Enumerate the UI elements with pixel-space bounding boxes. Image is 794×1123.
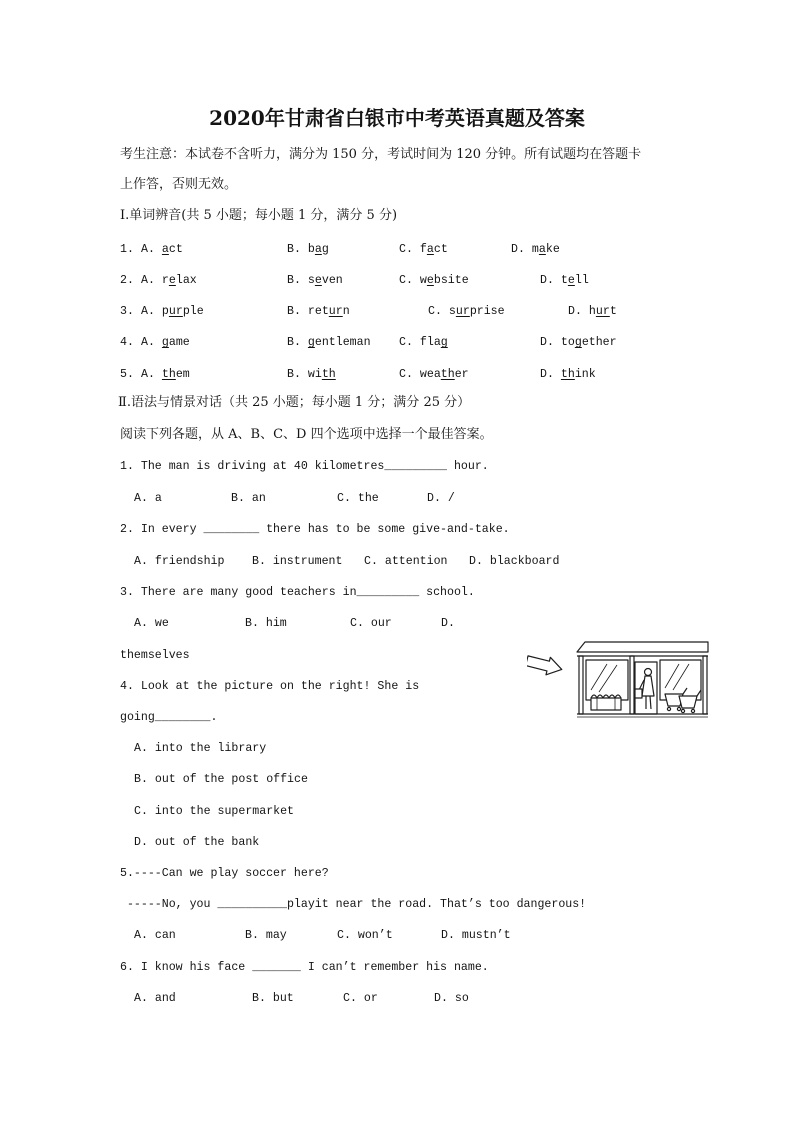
word-post: em xyxy=(175,368,190,381)
underlined-letters: e xyxy=(567,274,575,287)
option-b xyxy=(287,242,329,258)
option-b xyxy=(287,304,350,320)
item-number: 5. xyxy=(120,368,134,381)
option-c: C. attention xyxy=(364,555,448,568)
word-pre: m xyxy=(531,243,539,256)
option-label: C. xyxy=(399,336,413,349)
head xyxy=(645,669,652,676)
option-b xyxy=(287,367,336,383)
option-a xyxy=(141,242,183,258)
section2-heading: Ⅱ.语法与情景对话（共 25 小题；每小题 1 分；满分 25 分） xyxy=(118,395,471,410)
option-label: B. xyxy=(287,305,301,318)
underlined-letters: a xyxy=(426,243,434,256)
option-label: B. xyxy=(287,274,301,287)
pillar-left xyxy=(579,656,583,714)
question-stem-line-1: 5.----Can we play soccer here? xyxy=(120,867,329,880)
word-pre: t xyxy=(560,274,568,287)
option-a: A. and xyxy=(134,992,176,1005)
option-d: D. so xyxy=(434,992,469,1005)
option-d: D. xyxy=(441,617,455,630)
underlined-letters: ur xyxy=(595,305,610,318)
option-a: A. into the library xyxy=(134,742,267,755)
option-d: D. mustn’t xyxy=(441,929,511,942)
underlined-letters: th xyxy=(161,368,176,381)
option-label: C. xyxy=(428,305,442,318)
underlined-letters: a xyxy=(314,243,322,256)
cart-wheel xyxy=(681,709,684,712)
option-b: B. may xyxy=(245,929,287,942)
word-post: er xyxy=(454,368,469,381)
item-number: 2. xyxy=(120,274,134,287)
word xyxy=(308,243,329,256)
option-c: C. the xyxy=(337,492,379,505)
arrow-icon xyxy=(527,652,564,678)
shopping-cart xyxy=(679,690,701,713)
option-c xyxy=(399,335,448,351)
word xyxy=(308,305,350,318)
underlined-letters: th xyxy=(321,368,336,381)
word-pre: r xyxy=(161,274,169,287)
woman-figure xyxy=(635,669,654,710)
word xyxy=(449,305,505,318)
option-label: C. xyxy=(399,243,413,256)
option-a: A. friendship xyxy=(134,555,225,568)
option-d-continuation: themselves xyxy=(120,649,190,662)
word-post: ven xyxy=(321,274,343,287)
option-label: D. xyxy=(540,336,554,349)
option-label: D. xyxy=(540,274,554,287)
word xyxy=(162,336,190,349)
page-title: 2020年甘肃省白银市中考英语真题及答案 xyxy=(209,106,585,130)
word xyxy=(420,336,448,349)
underlined-letters: th xyxy=(440,368,455,381)
option-b: B. him xyxy=(245,617,287,630)
word-pre: wi xyxy=(307,368,322,381)
pillar-middle xyxy=(630,656,634,714)
word-pre: w xyxy=(419,274,427,287)
word-post: ether xyxy=(581,336,617,349)
roof xyxy=(577,642,708,652)
word-post: ple xyxy=(182,305,204,318)
word-post: ll xyxy=(574,274,589,287)
word xyxy=(589,305,617,318)
item-number: 4. xyxy=(120,336,134,349)
question-stem-line-2: -----No, you __________playit near the road. That’s too dangerous! xyxy=(120,898,587,911)
word xyxy=(308,274,343,287)
window-reflection xyxy=(591,664,607,690)
question-stem: 1. The man is driving at 40 kilometres_________ hour. xyxy=(120,460,489,473)
leg xyxy=(650,696,651,709)
option-c xyxy=(399,273,469,289)
notice-line-1: 考生注意：本试卷不含听力，满分为 150 分，考试时间为 120 分钟。所有试题均在答题卡 xyxy=(120,147,642,162)
word-post: n xyxy=(342,305,350,318)
word xyxy=(162,243,183,256)
option-d: D. blackboard xyxy=(469,555,560,568)
option-label: B. xyxy=(287,243,301,256)
question-stem: 3. There are many good teachers in_________ school. xyxy=(120,586,475,599)
option-d: D. out of the bank xyxy=(134,836,260,849)
window-reflection xyxy=(599,665,617,692)
option-b: B. instrument xyxy=(252,555,343,568)
option-d xyxy=(540,367,596,383)
option-label: A. xyxy=(141,243,155,256)
option-label: D. xyxy=(511,243,525,256)
underlined-letters: a xyxy=(538,243,546,256)
word xyxy=(420,368,469,381)
option-label: A. xyxy=(141,274,155,287)
option-d xyxy=(540,335,617,351)
word-post: ame xyxy=(168,336,190,349)
doorway xyxy=(635,662,657,714)
option-label: C. xyxy=(399,368,413,381)
option-d xyxy=(540,273,589,289)
underlined-letters: e xyxy=(314,274,322,287)
option-label: B. xyxy=(287,336,301,349)
word-pre: p xyxy=(161,305,169,318)
option-d xyxy=(568,304,617,320)
underlined-letters: ur xyxy=(328,305,343,318)
shop-picture xyxy=(527,638,709,720)
word-pre: s xyxy=(307,274,315,287)
body xyxy=(642,676,654,696)
word-post: ct xyxy=(168,243,183,256)
word xyxy=(162,274,197,287)
option-label: B. xyxy=(287,368,301,381)
option-b: B. but xyxy=(252,992,294,1005)
word-pre: wea xyxy=(419,368,441,381)
option-a xyxy=(141,335,190,351)
word xyxy=(162,305,204,318)
option-c: C. our xyxy=(350,617,392,630)
notice-line-2: 上作答，否则无效。 xyxy=(120,177,238,192)
left-window xyxy=(586,660,628,710)
underlined-letters: a xyxy=(161,243,169,256)
word-pre: ret xyxy=(307,305,329,318)
option-c: C. into the supermarket xyxy=(134,805,295,818)
question-stem-line-2: going________. xyxy=(120,711,218,724)
option-b: B. out of the post office xyxy=(134,773,308,786)
word-pre: h xyxy=(588,305,596,318)
question-stem-line-1: 4. Look at the picture on the right! She is xyxy=(120,680,420,693)
option-label: A. xyxy=(141,368,155,381)
word-post: lax xyxy=(175,274,197,287)
word-post: bsite xyxy=(433,274,469,287)
option-b: B. an xyxy=(231,492,266,505)
option-a xyxy=(141,367,190,383)
item-number: 1. xyxy=(120,243,134,256)
section2-instruction: 阅读下列各题，从 A、B、C、D 四个选项中选择一个最佳答案。 xyxy=(120,427,493,442)
cart-handle xyxy=(683,688,687,694)
word xyxy=(420,243,448,256)
cart-wheel xyxy=(691,709,694,712)
word xyxy=(561,274,589,287)
word xyxy=(561,368,596,381)
word-post: prise xyxy=(469,305,505,318)
item-number: 3. xyxy=(120,305,134,318)
shopping-bag xyxy=(635,689,642,698)
option-a: A. we xyxy=(134,617,169,630)
cart-wheel xyxy=(677,707,680,710)
cart-basket xyxy=(679,696,697,708)
option-d: D. / xyxy=(427,492,455,505)
option-a xyxy=(141,304,204,320)
window-reflection xyxy=(673,664,689,690)
cart-wheel xyxy=(667,707,670,710)
option-c: C. or xyxy=(343,992,378,1005)
option-a xyxy=(141,273,197,289)
word-post: g xyxy=(321,243,329,256)
option-label: A. xyxy=(141,336,155,349)
option-c xyxy=(428,304,505,320)
right-window xyxy=(660,660,701,713)
question-stem: 2. In every ________ there has to be some give-and-take. xyxy=(120,523,510,536)
option-label: A. xyxy=(141,305,155,318)
underlined-letters: g xyxy=(574,336,582,349)
underlined-letters: e xyxy=(168,274,176,287)
word-post: ct xyxy=(433,243,448,256)
option-d xyxy=(511,242,560,258)
word xyxy=(561,336,617,349)
option-a: A. can xyxy=(134,929,176,942)
option-label: C. xyxy=(399,274,413,287)
word-post: entleman xyxy=(314,336,371,349)
underlined-letters: g xyxy=(440,336,448,349)
word xyxy=(532,243,560,256)
arrow-shape xyxy=(527,652,564,678)
produce-box xyxy=(591,698,621,710)
option-label: D. xyxy=(540,368,554,381)
word-pre: f xyxy=(419,243,427,256)
option-c: C. won’t xyxy=(337,929,393,942)
underlined-letters: th xyxy=(560,368,575,381)
underlined-letters: g xyxy=(161,336,169,349)
section1-heading: I.单词辨音(共 5 小题；每小题 1 分，满分 5 分) xyxy=(120,208,398,223)
underlined-letters: ur xyxy=(168,305,183,318)
word-pre: fla xyxy=(419,336,441,349)
option-b xyxy=(287,273,343,289)
word xyxy=(420,274,469,287)
option-b xyxy=(287,335,371,351)
option-c xyxy=(399,367,469,383)
word-post: t xyxy=(609,305,617,318)
option-label: D. xyxy=(568,305,582,318)
word-post: ink xyxy=(574,368,596,381)
pillar-right xyxy=(703,656,707,714)
question-stem: 6. I know his face _______ I can’t remember his name. xyxy=(120,961,489,974)
word-pre: b xyxy=(307,243,315,256)
word-pre: to xyxy=(560,336,575,349)
option-c xyxy=(399,242,448,258)
underlined-letters: g xyxy=(307,336,315,349)
word xyxy=(308,368,336,381)
word-post: ke xyxy=(545,243,560,256)
word-pre: s xyxy=(448,305,456,318)
word xyxy=(162,368,190,381)
word xyxy=(308,336,371,349)
option-a: A. a xyxy=(134,492,162,505)
underlined-letters: ur xyxy=(455,305,470,318)
underlined-letters: e xyxy=(426,274,434,287)
